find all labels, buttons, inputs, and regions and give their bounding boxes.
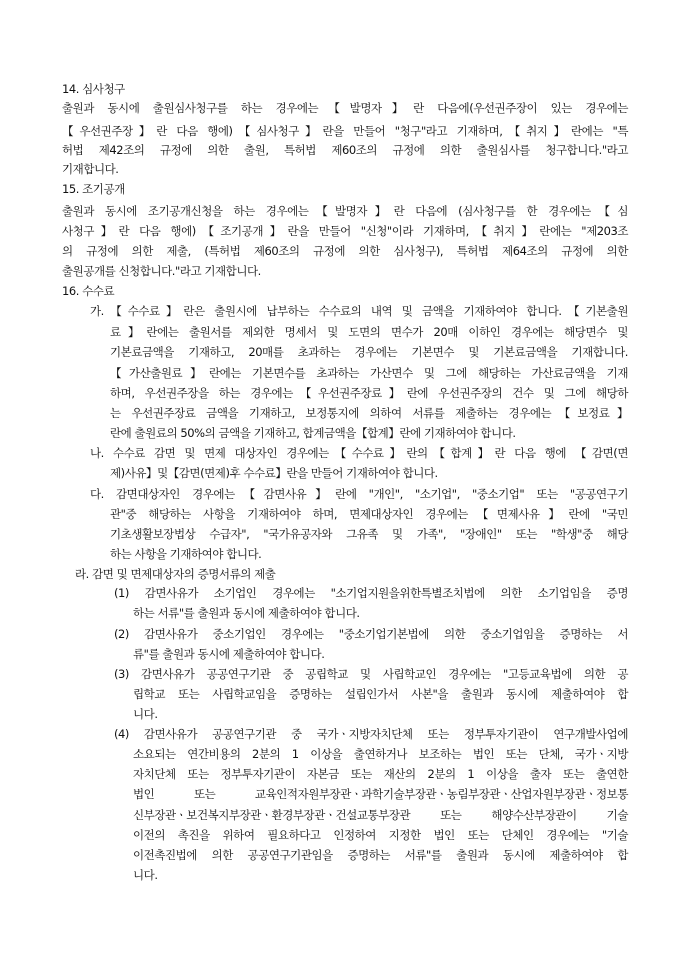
- ra-4-line-1: (4) 감면사유가 공공연구기관 중 국가ㆍ지방자치단체 또는 정부투자기관이 연구개발사업에: [114, 727, 628, 741]
- item-na-line-1: 나. 수수료 감면 및 면제 대상자인 경우에는【수수료】란의【합계】란 다음 행에 【감면(면: [90, 446, 628, 460]
- section-15-line-4: 출원공개를 신청합니다."라고 기재합니다.: [62, 264, 261, 278]
- item-ga-line-2: 료】란에는 출원서를 제외한 명세서 및 도면의 면수가 20매 이하인 경우에는 해당면수 및: [110, 325, 628, 339]
- item-ga-line-7: 란에 출원료의 50%의 금액을 기재하고, 합계금액을【합계】란에 기재하여야 합니다.: [110, 426, 516, 440]
- item-ga-line-3: 기본료금액을 기재하고, 20매를 초과하는 경우에는 기본면수 및 기본료금액을 기재합니다.: [110, 345, 628, 359]
- ra-2-line-1: (2) 감면사유가 중소기업인 경우에는 "중소기업기본법에 의한 중소기업임을 증명하는 서: [114, 627, 628, 641]
- ra-4-line-2: 소요되는 연간비용의 2분의 1 이상을 출연하거나 보조하는 법인 또는 단체, 국가ㆍ지방: [133, 747, 628, 761]
- item-ra-heading: 라. 감면 및 면제대상자의 증명서류의 제출: [75, 567, 276, 581]
- section-15-line-1: 출원과 동시에 조기공개신청을 하는 경우에는【발명자】란 다음에 (심사청구를 한 경우에는【심: [62, 204, 628, 218]
- ra-4-line-8: 니다.: [133, 868, 158, 882]
- section-14-line-4: 기재합니다.: [62, 162, 119, 176]
- ra-4-line-3: 자치단체 또는 정부투자기관이 자본금 또는 재산의 2분의 1 이상을 출자 또는 출연한: [133, 767, 628, 781]
- item-ga-line-4: 【가산출원료】란에는 기본면수를 초과하는 가산면수 및 그에 해당하는 가산료금액을 기재: [110, 366, 628, 380]
- section-16-heading: 16. 수수료: [62, 284, 115, 298]
- section-14-heading: 14. 심사청구: [62, 82, 125, 96]
- section-14-line-2: 【우선권주장】란 다음 행에)【심사청구】란을 만들어 "청구"라고 기재하며,【취지】란에는 "특: [62, 124, 628, 138]
- item-da-line-2: 관"중 해당하는 사항을 기재하여야 하며, 면제대상자인 경우에는【면제사유】란에 "국민: [110, 507, 628, 521]
- item-ga-line-6: 는 우선권주장료 금액을 기재하고, 보정통지에 의하여 서류를 제출하는 경우에는【보정료】: [110, 406, 628, 420]
- ra-4-line-4: 법인 또는 교육인적자원부장관ㆍ과학기술부장관ㆍ농림부장관ㆍ산업자원부장관ㆍ정보통: [133, 787, 628, 801]
- ra-3-line-1: (3) 감면사유가 공공연구기관 중 공립학교 및 사립학교인 경우에는 "고등교육법에 의한 공: [114, 667, 628, 681]
- ra-3-line-2: 립학교 또는 사립학교임을 증명하는 설립인가서 사본"을 출원과 동시에 제출하여야 합: [133, 687, 628, 701]
- ra-4-line-5: 신부장관ㆍ보건복지부장관ㆍ환경부장관ㆍ건설교통부장관 또는 해양수산부장관이 기술: [133, 808, 628, 822]
- ra-3-line-3: 니다.: [133, 707, 158, 721]
- item-ga-line-5: 하며, 우선권주장을 하는 경우에는【우선권주장료】란에 우선권주장의 건수 및 그에 해당하: [110, 386, 628, 400]
- item-da-line-4: 하는 사항을 기재하여야 합니다.: [110, 547, 262, 561]
- ra-1-line-2: 하는 서류"를 출원과 동시에 제출하여야 합니다.: [133, 606, 360, 620]
- section-15-heading: 15. 조기공개: [62, 182, 125, 196]
- item-da-line-3: 기초생활보장법상 수급자", "국가유공자와 그유족 및 가족", "장애인" 또는 "학생"중 해당: [110, 527, 628, 541]
- ra-4-line-6: 이전의 촉진을 위하여 필요하다고 인정하여 지정한 법인 또는 단체인 경우에는 "기술: [133, 828, 628, 842]
- ra-4-line-7: 이전촉진법에 의한 공공연구기관임을 증명하는 서류"를 출원과 동시에 제출하여야 합: [133, 848, 628, 862]
- section-14-line-3: 허법 제42조의 규정에 의한 출원, 특허법 제60조의 규정에 의한 출원심사를 청구합니다."라고: [62, 143, 628, 157]
- item-da-line-1: 다. 감면대상자인 경우에는【감면사유】란에 "개인", "소기업", "중소기업" 또는 "공공연구기: [90, 487, 628, 501]
- item-na-line-2: 제)사유】및【감면(면제)후 수수료】란을 만들어 기재하여야 합니다.: [110, 466, 438, 480]
- ra-2-line-2: 류"를 출원과 동시에 제출하여야 합니다.: [133, 647, 325, 661]
- section-14-line-1: 출원과 동시에 출원심사청구를 하는 경우에는【발명자】란 다음에(우선권주장이 있는 경우에는: [62, 101, 628, 115]
- ra-1-line-1: (1) 감면사유가 소기업인 경우에는 "소기업지원을위한특별조치법에 의한 소기업임을 증명: [114, 586, 628, 600]
- section-15-line-2: 사청구】란 다음 행에)【조기공개】란을 만들어 "신청"이라 기재하며,【취지】란에는 "제203조: [62, 224, 628, 238]
- item-ga-line-1: 가.【수수료】란은 출원시에 납부하는 수수료의 내역 및 금액을 기재하여야 합니다.【기본출원: [90, 304, 628, 318]
- section-15-line-3: 의 규정에 의한 제출, (특허법 제60조의 규정에 의한 심사청구), 특허법 제64조의 규정에 의한: [62, 244, 628, 258]
